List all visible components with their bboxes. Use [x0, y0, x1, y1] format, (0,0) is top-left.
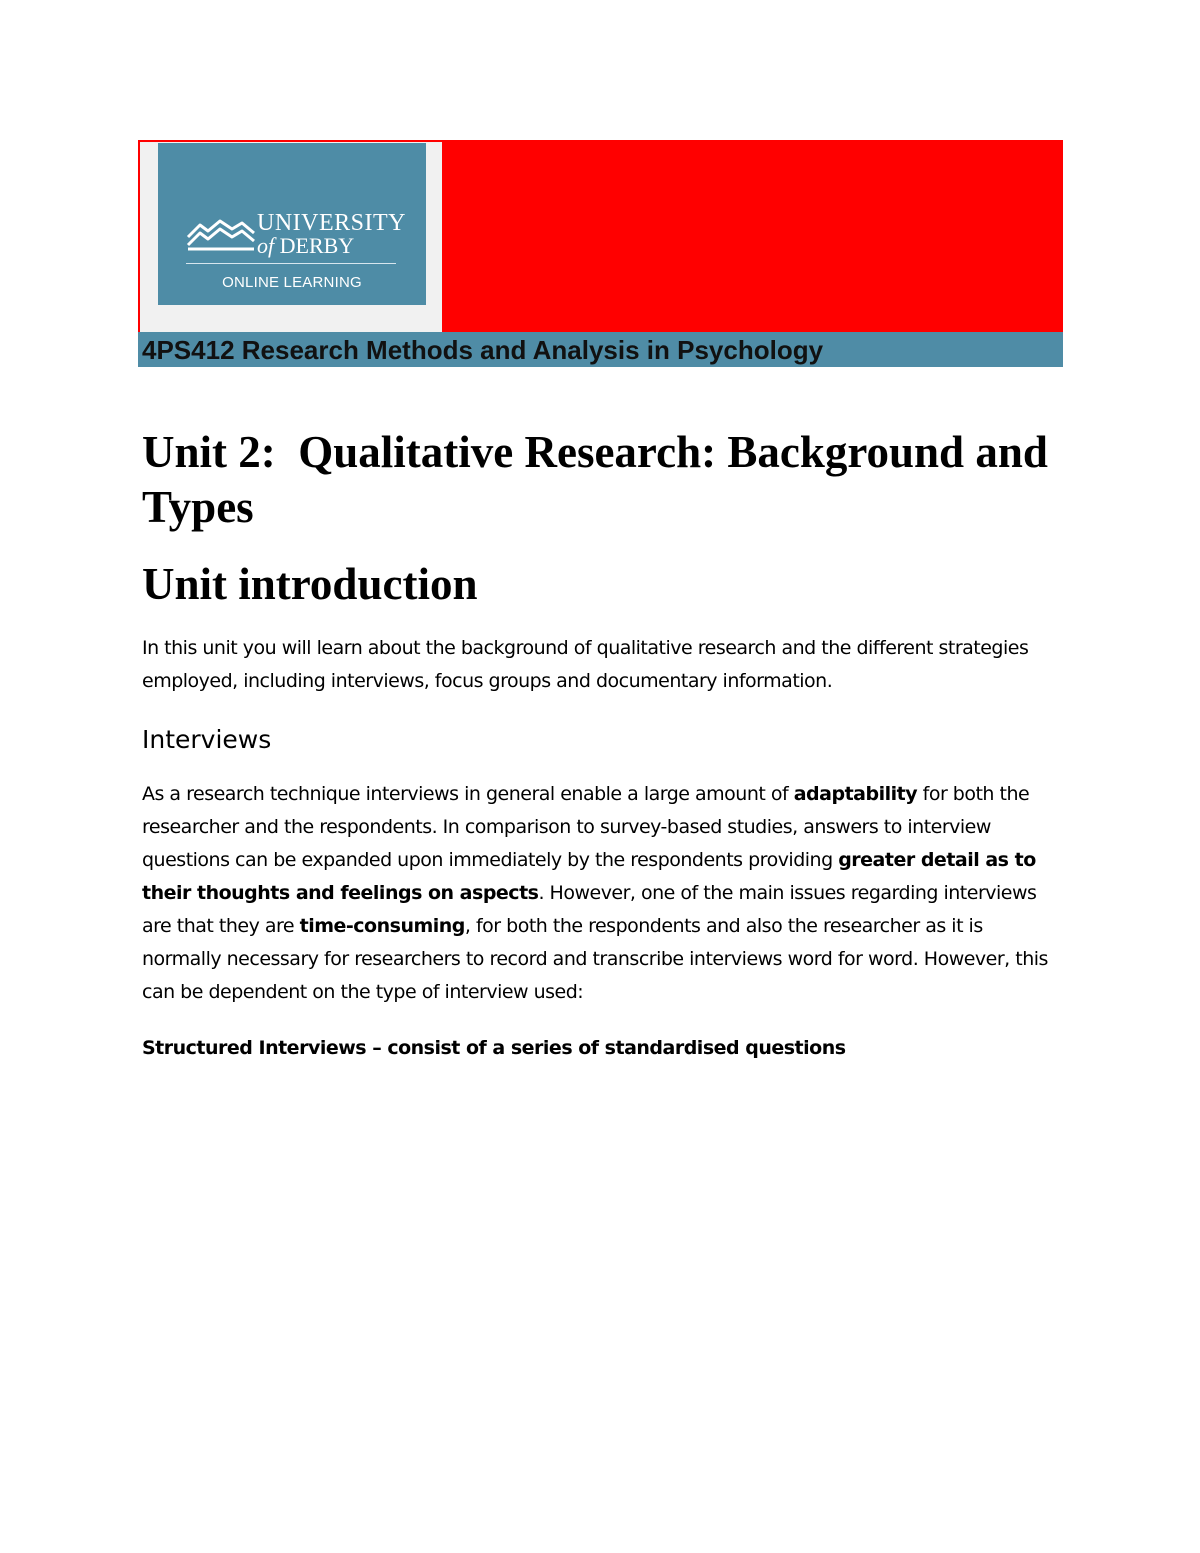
university-logo: [158, 143, 426, 305]
logo-university-text: UNIVERSITY: [257, 210, 406, 236]
structured-interviews-line: Structured Interviews – consist of a series of standardised questions: [142, 1037, 846, 1059]
logo-divider: [186, 263, 396, 264]
interviews-text-1: As a research technique interviews in general enable a large amount of: [142, 783, 794, 805]
interviews-paragraph: [142, 778, 1067, 1009]
interviews-bold-time: time-consuming: [299, 915, 465, 937]
interviews-bold-adaptability: adaptability: [793, 783, 918, 805]
interviews-bold-detail: greater detail as to their thoughts and feelings on aspects: [142, 849, 1036, 904]
unit-intro-heading: Unit introduction: [142, 559, 478, 609]
intro-paragraph: In this unit you will learn about the background of qualitative research and the different strategies employed, including interviews, focus groups and documentary information.: [142, 637, 1029, 692]
logo-online-learning-text: ONLINE LEARNING: [222, 274, 362, 291]
document-body: [142, 425, 1067, 1063]
logo-panel: [140, 142, 442, 332]
interviews-text-3: . However, one of the main issues regarding interviews are that they are: [142, 882, 1037, 937]
logo-of-text: of: [257, 233, 275, 258]
course-title: 4PS412 Research Methods and Analysis in Psychology: [142, 335, 824, 365]
logo-derby-text: [257, 235, 354, 257]
interviews-heading: Interviews: [142, 725, 272, 754]
course-title-bar: [138, 332, 1063, 367]
interviews-text-4: , for both the respondents and also the researcher as it is normally necessary for researchers to record and transcribe interviews word for word. However, this can be dependent on the type of interview used:: [142, 915, 1048, 1003]
unit-title: Unit 2: Qualitative Research: Background and Types: [142, 427, 1059, 532]
interviews-text-2: for both the researcher and the respondents. In comparison to survey-based studies, answers to interview questions can be expanded upon immediately by the respondents providing: [142, 783, 1030, 871]
header-banner: [138, 140, 1063, 332]
logo-derby-word: DERBY: [274, 233, 355, 258]
mountain-logo-icon: [186, 215, 256, 251]
